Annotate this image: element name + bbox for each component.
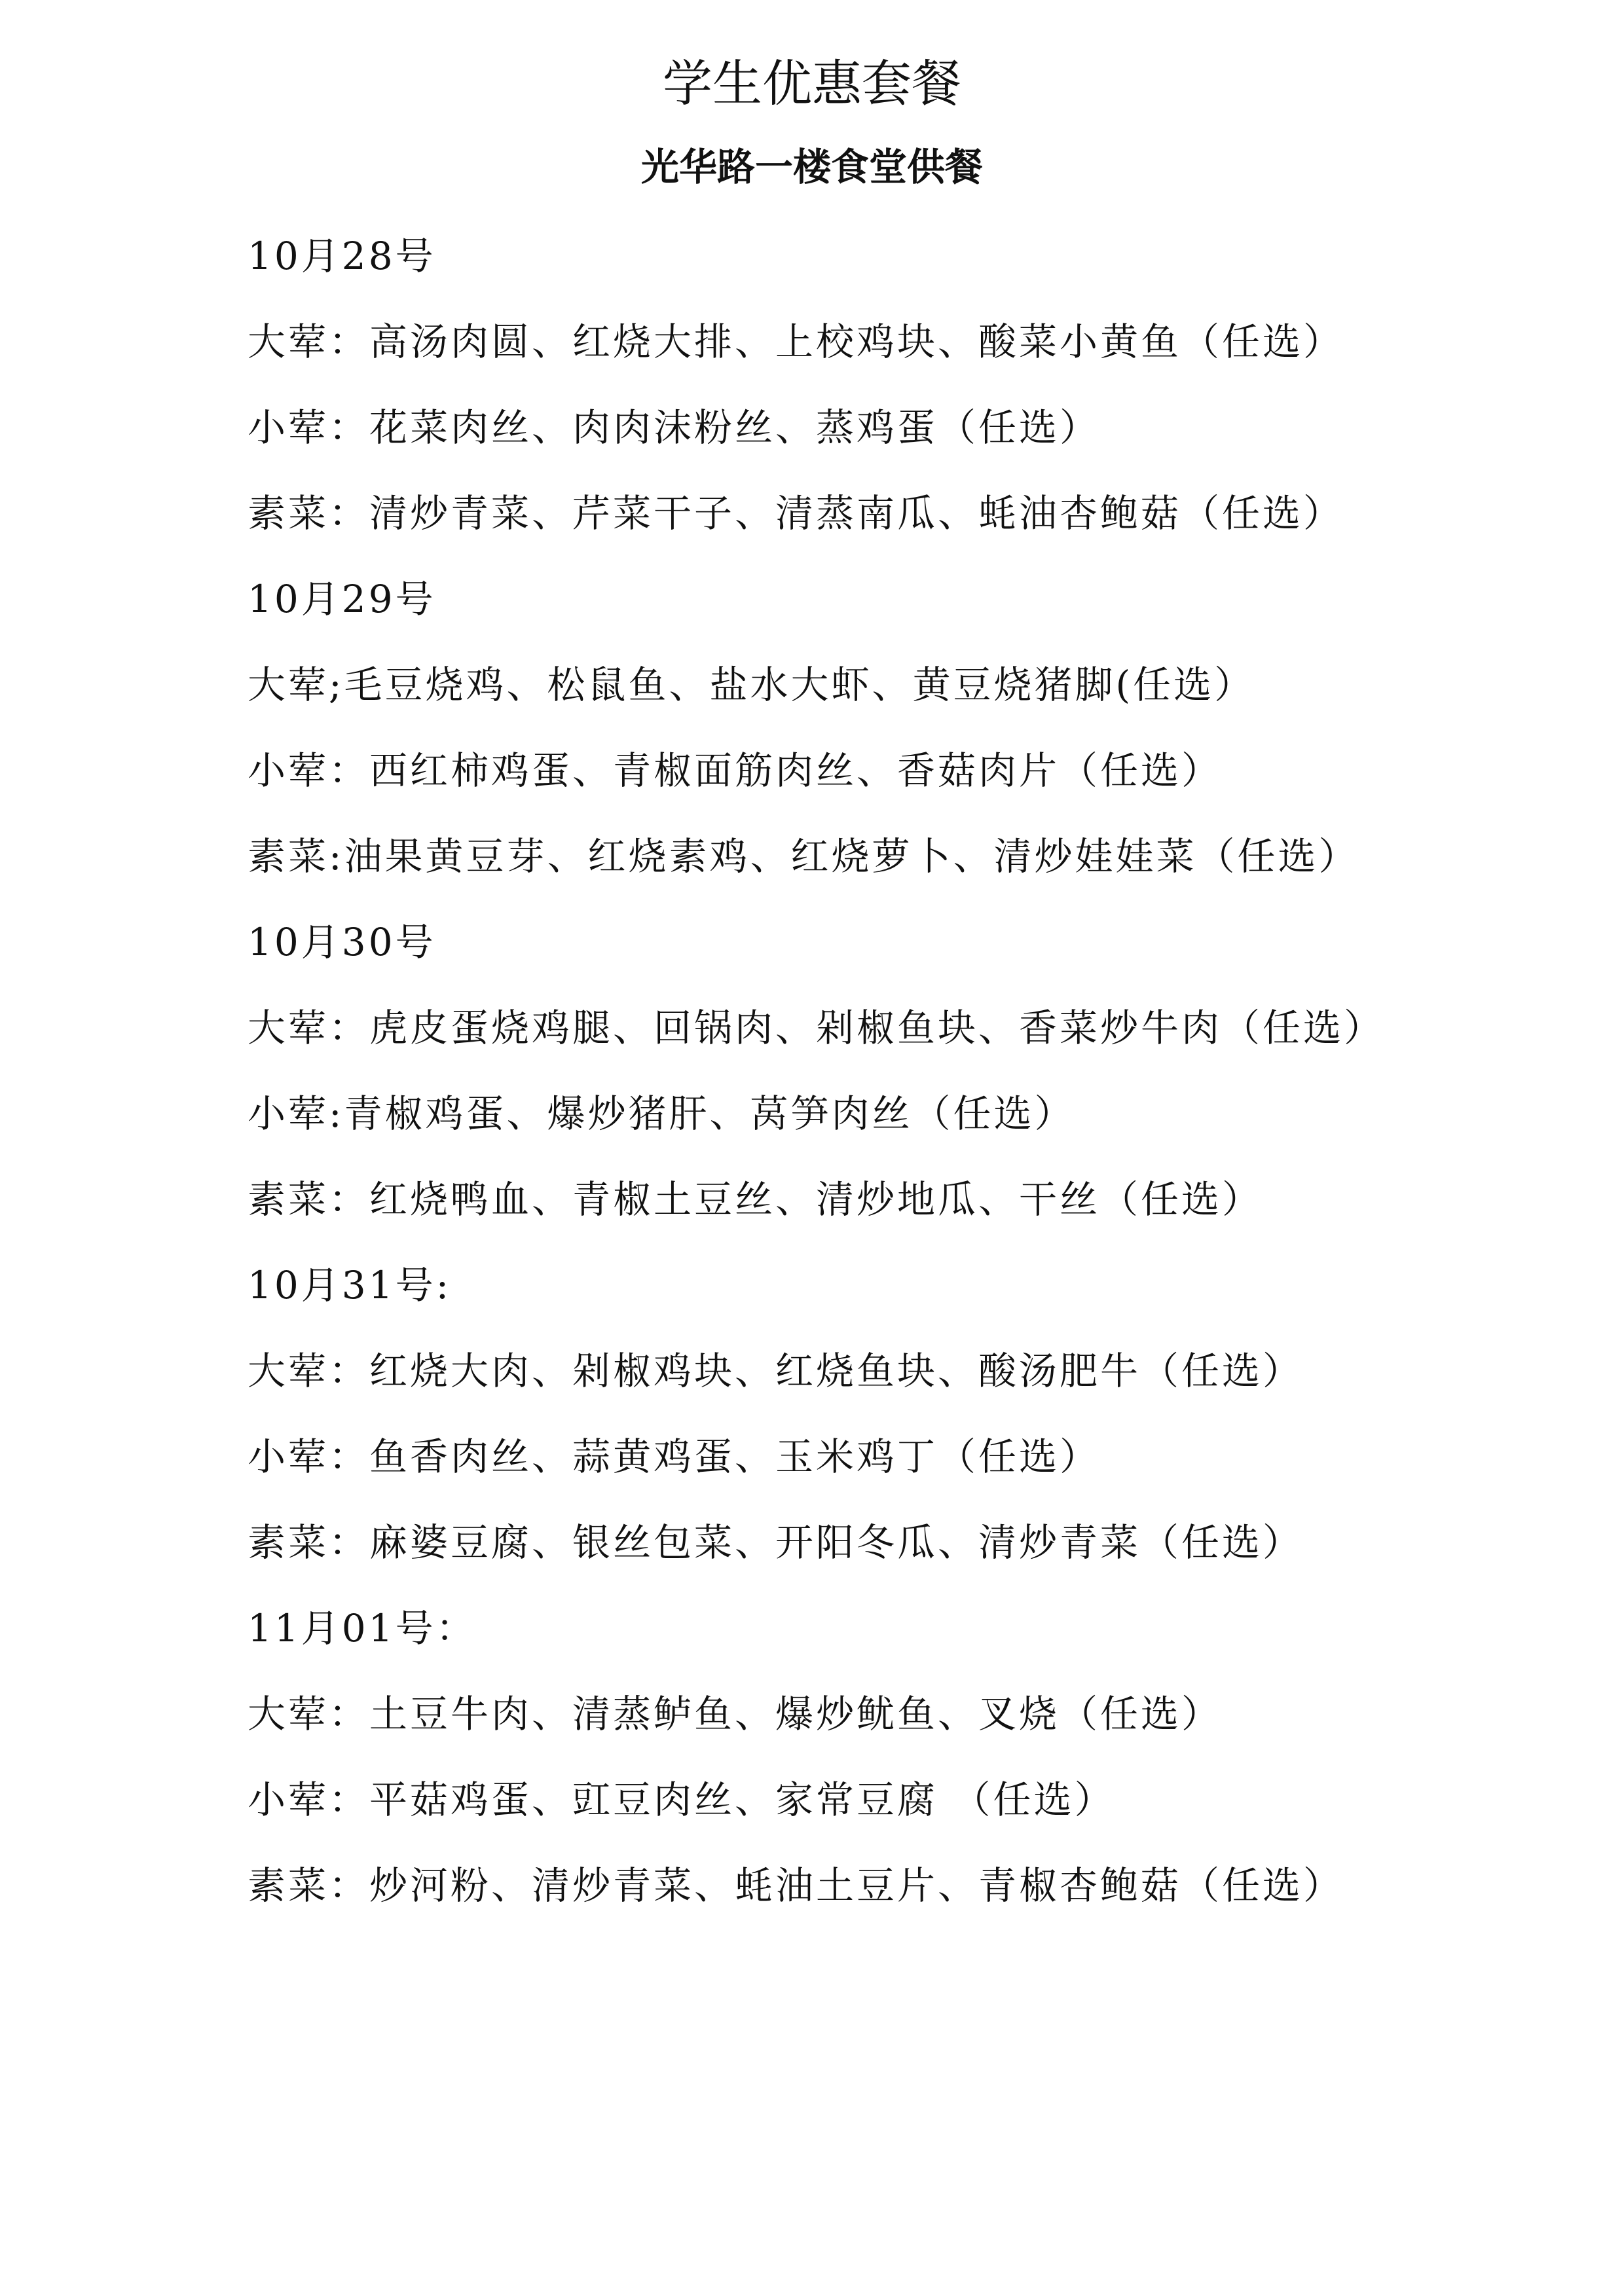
vegetable-line: 素菜：清炒青菜、芹菜干子、清蒸南瓜、蚝油杏鲍菇（任选） [248, 491, 1344, 536]
day-date: 10月28号 [248, 234, 436, 278]
big-meat-line: 大荤：红烧大肉、剁椒鸡块、红烧鱼块、酸汤肥牛（任选） [248, 1349, 1304, 1393]
day-date: 10月30号 [248, 920, 436, 964]
big-meat-line: 大荤：虎皮蛋烧鸡腿、回锅肉、剁椒鱼块、香菜炒牛肉（任选） [248, 1006, 1385, 1050]
small-meat-line: 小荤：平菇鸡蛋、豇豆肉丝、家常豆腐 （任选） [248, 1777, 1115, 1822]
menu-list [248, 227, 1557, 1942]
day-date: 11月01号： [248, 1606, 477, 1650]
small-meat-line: 小荤：西红柿鸡蛋、青椒面筋肉丝、香菇肉片（任选） [248, 748, 1223, 793]
small-meat-line: 小荤：鱼香肉丝、蒜黄鸡蛋、玉米鸡丁（任选） [248, 1434, 1101, 1479]
big-meat-line: 大荤：土豆牛肉、清蒸鲈鱼、爆炒鱿鱼、叉烧（任选） [248, 1692, 1223, 1736]
vegetable-line: 素菜:油果黄豆芽、红烧素鸡、红烧萝卜、清炒娃娃菜（任选） [248, 834, 1359, 879]
day-date: 10月31号: [248, 1263, 452, 1307]
small-meat-line: 小荤：花菜肉丝、肉肉沫粉丝、蒸鸡蛋（任选） [248, 405, 1101, 450]
document-title: 学生优惠套餐 [663, 54, 961, 113]
big-meat-line: 大荤：高汤肉圆、红烧大排、上校鸡块、酸菜小黄鱼（任选） [248, 319, 1344, 364]
big-meat-line: 大荤;毛豆烧鸡、松鼠鱼、盐水大虾、黄豆烧猪脚(任选） [248, 663, 1255, 707]
small-meat-line: 小荤:青椒鸡蛋、爆炒猪肝、莴笋肉丝（任选） [248, 1091, 1075, 1136]
document-subtitle: 光华路一楼食堂供餐 [640, 145, 983, 189]
vegetable-line: 素菜：麻婆豆腐、银丝包菜、开阳冬瓜、清炒青菜（任选） [248, 1520, 1304, 1565]
vegetable-line: 素菜：红烧鸭血、青椒土豆丝、清炒地瓜、干丝（任选） [248, 1177, 1263, 1222]
day-date: 10月29号 [248, 577, 436, 621]
vegetable-line: 素菜：炒河粉、清炒青菜、蚝油土豆片、青椒杏鲍菇（任选） [248, 1863, 1344, 1908]
